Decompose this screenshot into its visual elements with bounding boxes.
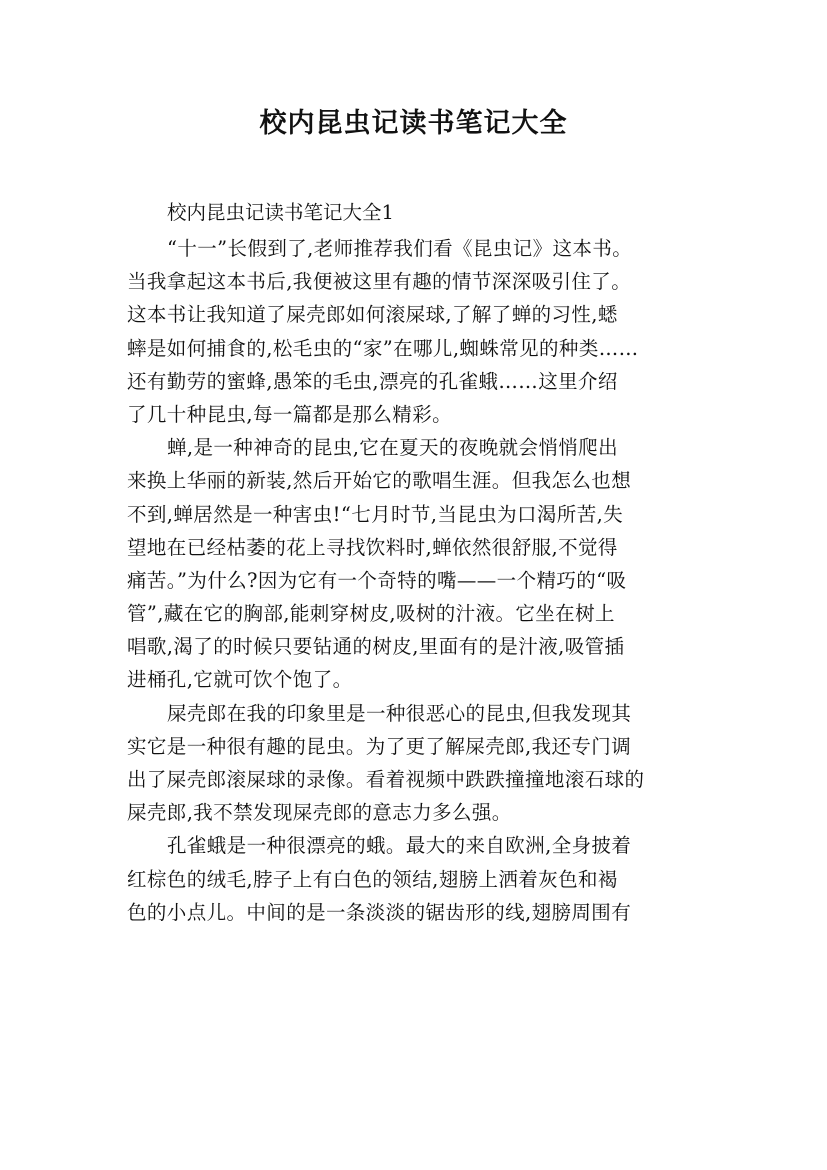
- text-line: 蟀是如何捕食的,松毛虫的“家”在哪儿,蜘蛛常见的种类……: [127, 336, 639, 360]
- text-line: 屎壳郎在我的印象里是一种很恶心的昆虫,但我发现其: [167, 701, 632, 725]
- text-line: 唱歌,渴了的时候只要钻通的树皮,里面有的是汁液,吸管插: [127, 635, 625, 659]
- paragraph-1: [127, 232, 717, 431]
- document-body: [127, 194, 717, 929]
- text-line: 屎壳郎,我不禁发现屎壳郎的意志力多么强。: [127, 801, 512, 825]
- paragraph-4: [127, 829, 717, 929]
- text-line: 色的小点儿。中间的是一条淡淡的锯齿形的线,翅膀周围有: [127, 900, 632, 924]
- text-line: 了几十种昆虫,每一篇都是那么精彩。: [127, 402, 452, 426]
- text-line: 蝉,是一种神奇的昆虫,它在夏天的夜晚就会悄悄爬出: [167, 436, 618, 460]
- text-line: 来换上华丽的新装,然后开始它的歌唱生涯。但我怎么也想: [127, 469, 632, 493]
- paragraph-2: [127, 431, 717, 697]
- section-heading: 校内昆虫记读书笔记大全1: [167, 201, 394, 224]
- text-line: 孔雀蛾是一种很漂亮的蛾。最大的来自欧洲,全身披着: [167, 834, 632, 858]
- text-line: 出了屎壳郎滚屎球的录像。看着视频中跌跌撞撞地滚石球的: [127, 768, 645, 791]
- paragraph-3: [127, 697, 717, 830]
- text-line: 这本书让我知道了屎壳郎如何滚屎球,了解了蝉的习性,蟋: [127, 303, 618, 327]
- text-line: 望地在已经枯萎的花上寻找饮料时,蝉依然很舒服,不觉得: [127, 535, 618, 559]
- text-line: 当我拿起这本书后,我便被这里有趣的情节深深吸引住了。: [127, 270, 632, 294]
- text-line: 进桶孔,它就可饮个饱了。: [127, 668, 353, 692]
- document-title: 校内昆虫记读书笔记大全: [259, 108, 568, 139]
- text-line: 实它是一种很有趣的昆虫。为了更了解屎壳郎,我还专门调: [127, 734, 632, 758]
- text-line: 不到,蝉居然是一种害虫!“七月时节,当昆虫为口渴所苦,失: [127, 502, 624, 526]
- text-line: 红棕色的绒毛,脖子上有白色的领结,翅膀上洒着灰色和褐: [127, 867, 618, 891]
- text-line: 痛苦。”为什么?因为它有一个奇特的嘴——一个精巧的“吸: [127, 568, 627, 592]
- text-line: 管”,藏在它的胸部,能刺穿树皮,吸树的汁液。它坐在树上: [127, 602, 615, 626]
- text-line: 还有勤劳的蜜蜂,愚笨的毛虫,漂亮的孔雀蛾……这里介绍: [127, 369, 618, 393]
- text-line: “十一”长假到了,老师推荐我们看《昆虫记》这本书。: [167, 237, 633, 260]
